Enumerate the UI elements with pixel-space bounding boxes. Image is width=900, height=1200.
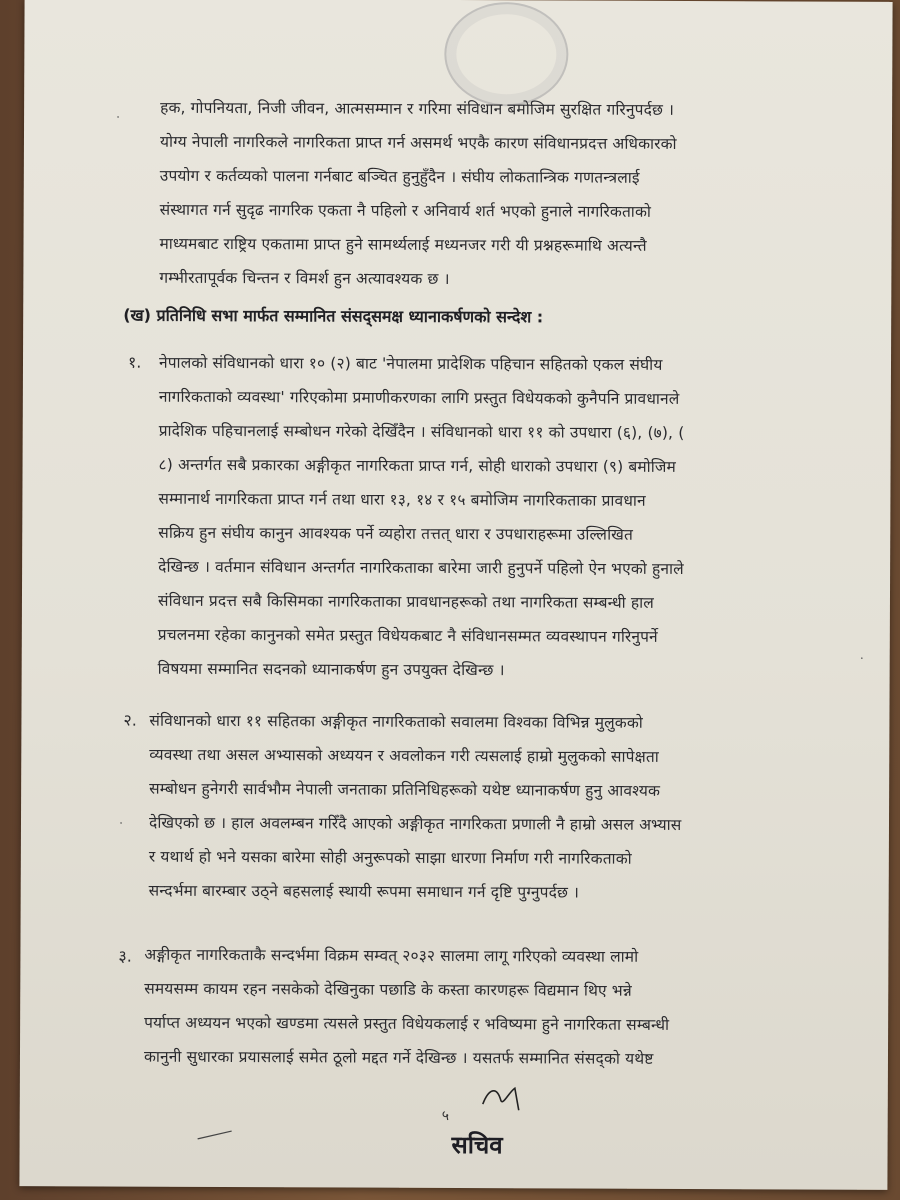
pen-stroke-mark [196,1127,236,1141]
item-line: विषयमा सम्मानित सदनको ध्यानाकर्षण हुन उपयुक्त देखिन्छ । [157,659,505,680]
item-line: सम्बोधन हुनेगरी सार्वभौम नेपाली जनताका प्रतिनिधिहरूको यथेष्ट ध्यानाकर्षण हुनु आवश्यक [149,779,661,800]
item-line: सन्दर्भमा बारम्बार उठ्ने बहसलाई स्थायी रूपमा समाधान गर्न दृष्टि पुग्नुपर्दछ । [148,881,580,902]
item-line: अङ्गीकृत नागरिकताकै सन्दर्भमा विक्रम सम्वत् २०३२ सालमा लागू गरिएको व्यवस्था लामो [144,945,639,966]
margin-mark: · [118,816,124,832]
document-page [19,0,892,1190]
item-line: सम्मानार्थ नागरिकता प्राप्त गर्न तथा धारा १३, १४ र १५ बमोजिम नागरिकताका प्रावधान [158,489,646,510]
item-number: १. [127,352,142,372]
page-number: ५ [441,1107,450,1124]
item-line: ८) अन्तर्गत सबै प्रकारका अङ्गीकृत नागरिकता प्राप्त गर्न, सोही धाराको उपधारा (९) बमोजिम [158,455,676,476]
section-heading: (ख) प्रतिनिधि सभा मार्फत सम्मानित संसद्समक्ष ध्यानाकर्षणको सन्देश : [123,305,544,327]
signature-title: सचिव [451,1129,503,1160]
margin-mark: · [116,110,121,126]
intro-line: योग्य नेपाली नागरिकले नागरिकता प्राप्त गर्न असमर्थ भएकै कारण संविधानप्रदत्त अधिकारको [159,132,677,153]
document-body [19,0,892,1190]
item-line: कानुनी सुधारका प्रयासलाई समेत ठूलो मद्दत गर्ने देखिन्छ । यसतर्फ सम्मानित संसद्को यथेष्ट [143,1047,654,1068]
intro-line: संस्थागत गर्न सुदृढ नागरिक एकता नै पहिलो र अनिवार्य शर्त भएको हुनाले नागरिकताको [159,200,652,221]
item-line: नागरिकताको व्यवस्था' गरिएकोमा प्रमाणीकरणका लागि प्रस्तुत विधेयकको कुनैपनि प्रावधानले [158,387,680,408]
item-number: २. [123,710,137,730]
item-line: समयसम्म कायम रहन नसकेको देखिनुका पछाडि के कस्ता कारणहरू विद्यमान थिए भन्ने [144,979,632,1000]
item-line: पर्याप्त अध्ययन भएको खण्डमा त्यसले प्रस्तुत विधेयकलाई र भविष्यमा हुने नागरिकता सम्बन्धी [144,1013,670,1034]
intro-line: हक, गोपनियता, निजी जीवन, आत्मसम्मान र गरिमा संविधान बमोजिम सुरक्षित गरिनुपर्दछ । [160,98,675,119]
item-line: संविधान प्रदत्त सबै किसिमका नागरिकताका प्रावधानहरूको तथा नागरिकता सम्बन्धी हाल [157,591,654,612]
item-line: सक्रिय हुन संघीय कानुन आवश्यक पर्ने व्यहोरा तत्तत् धारा र उपधाराहरूमा उल्लिखित [158,523,633,544]
item-line: र यथार्थ हो भने यसका बारेमा सोही अनुरूपको साझा धारणा निर्माण गरी नागरिकताको [148,847,632,868]
item-line: व्यवस्था तथा असल अभ्यासको अध्ययन र अवलोकन गरी त्यसलाई हाम्रो मुलुकको सापेक्षता [149,745,659,766]
margin-mark: · [859,651,864,667]
item-line: प्रचलनमा रहेका कानुनको समेत प्रस्तुत विधेयकबाट नै संविधानसम्मत व्यवस्थापन गरिनुपर्ने [157,625,658,646]
item-line: संविधानको धारा ११ सहितका अङ्गीकृत नागरिकताको सवालमा विश्वका विभिन्न मुलुकको [149,711,643,732]
item-line: देखिन्छ । वर्तमान संविधान अन्तर्गत नागरिकताका बारेमा जारी हुनुपर्ने पहिलो ऐन भएको हुनाले [158,557,684,578]
item-line: नेपालको संविधानको धारा १० (२) बाट 'नेपालमा प्रादेशिक पहिचान सहितको एकल संघीय [158,353,663,374]
intro-line: गम्भीरतापूर्वक चिन्तन र विमर्श हुन अत्यावश्यक छ । [159,268,450,288]
item-number: ३. [118,946,132,966]
intro-line: माध्यमबाट राष्ट्रिय एकतामा प्राप्त हुने सामर्थ्यलाई मध्यनजर गरी यी प्रश्नहरूमाथि अत्यन्तै [159,234,647,255]
handwritten-initial [475,1082,535,1112]
intro-line: उपयोग र कर्तव्यको पालना गर्नबाट बञ्चित हुनुहुँदैन । संघीय लोकतान्त्रिक गणतन्त्रलाई [159,166,640,187]
item-line: प्रादेशिक पहिचानलाई सम्बोधन गरेको देखिँदैन । संविधानको धारा ११ को उपधारा (६), (७), ( [158,421,685,442]
item-line: देखिएको छ । हाल अवलम्बन गरिँदै आएको अङ्गीकृत नागरिकता प्रणाली नै हाम्रो असल अभ्यास [148,813,682,834]
